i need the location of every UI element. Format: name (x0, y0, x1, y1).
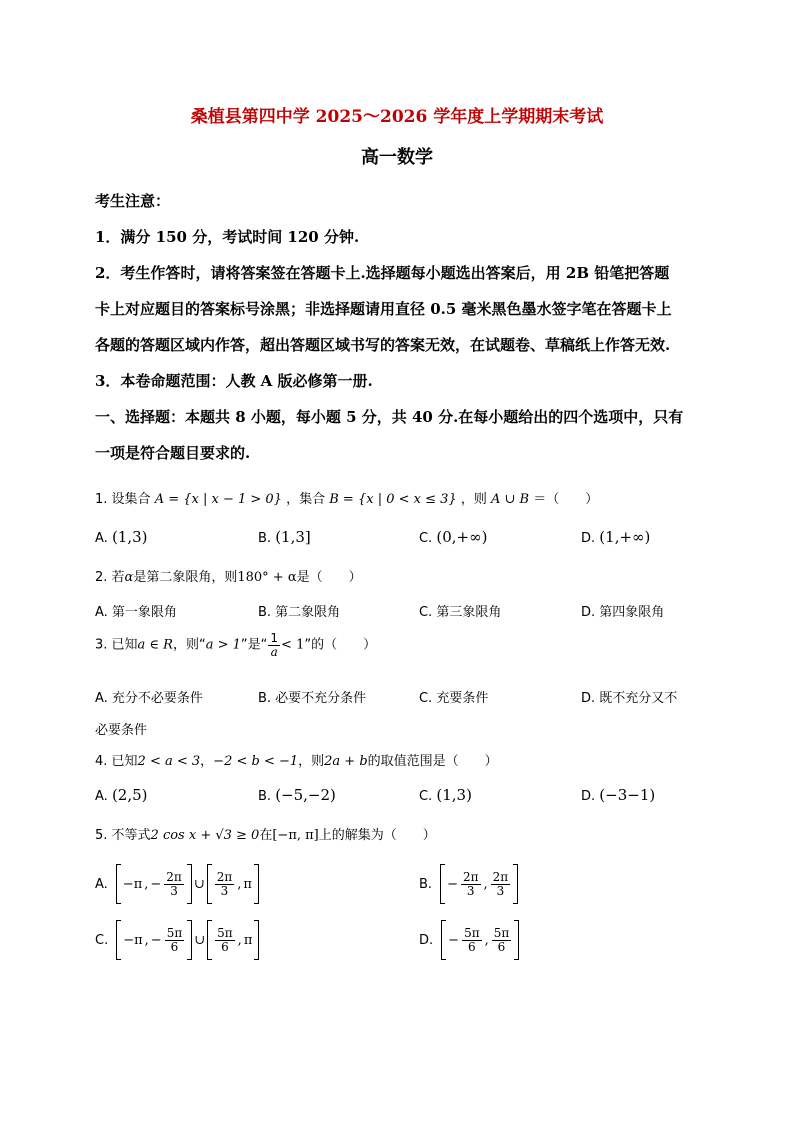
q4-condition-b: −2 < b < −1 (213, 754, 299, 769)
q4-option-d-value: (−3−1) (599, 786, 656, 804)
section-1-instructions-line-2: 一项是符合题目要求的. (95, 444, 251, 462)
q1-expr: A ∪ B (490, 492, 530, 507)
q1-tail: ＝（ ） (533, 492, 599, 507)
q4-option-a: A. (2,5) (95, 786, 148, 804)
exam-subject: 高一数学 (361, 147, 433, 168)
question-4: 4. 已知2 < a < 3，−2 < b < −1，则2a + b的取值范围是（ ） (95, 754, 498, 769)
q3-option-a: A. 充分不必要条件 (95, 691, 203, 706)
q4-option-a-value: (2,5) (111, 786, 148, 804)
q5-option-b: B. − $\frac{2\pi}{3}$ , $\frac{2\pi}{3}$ (419, 864, 518, 904)
q1-option-d: D. (1,+∞) (581, 528, 651, 546)
q5-option-d: D. − $\frac{5\pi}{6}$ , $\frac{5\pi}{6}$ (419, 920, 519, 960)
q4-option-d: D. (−3−1) (581, 786, 656, 804)
q2-option-a: A. 第一象限角 (95, 605, 177, 620)
q5-option-a: A. −π , − $\frac{2\pi}{3}$ ∪ $\frac{2\pi}{3}$ , π (95, 864, 259, 904)
question-2: 2. 若α是第二象限角，则180° + α是（ ） (95, 570, 362, 585)
q2-option-c: C. 第三象限角 (419, 605, 502, 620)
q2-option-d: D. 第四象限角 (581, 605, 665, 620)
q2-alpha: α (124, 570, 134, 585)
q2-expr: 180° + α (237, 570, 297, 585)
q1-set-b: B = {x | 0 < x ≤ 3} (329, 492, 457, 507)
q3-condition: a ∈ R (137, 637, 173, 653)
q1-option-c-value: (0,+∞) (436, 528, 488, 546)
q5-interval: [−π, π] (272, 828, 319, 843)
q3-fraction: $\frac{1}{a}$ (270, 631, 279, 659)
q1-option-b: B. (1,3] (258, 528, 311, 546)
notice-heading: 考生注意： (95, 192, 171, 210)
q1-option-c: C. (0,+∞) (419, 528, 488, 546)
notice-item-2-line-2: 卡上对应题目的答案标号涂黑；非选择题请用直径 0.5 毫米黑色墨水签字笔在答题卡上 (95, 300, 672, 318)
q1-option-b-value: (1,3] (275, 528, 311, 546)
q4-option-c: C. (1,3) (419, 786, 472, 804)
notice-item-2-line-1: 2．考生作答时，请将答案签在答题卡上.选择题每小题选出答案后，用 2B 铅笔把答题 (95, 264, 670, 282)
q3-p: a > 1 (205, 637, 241, 653)
q4-condition-a: 2 < a < 3 (137, 754, 201, 769)
q2-option-b: B. 第二象限角 (258, 605, 341, 620)
q3-option-b: B. 必要不充分条件 (258, 691, 367, 706)
q3-option-c: C. 充要条件 (419, 691, 489, 706)
q1-set-a: A = {x | x − 1 > 0} (154, 492, 282, 507)
section-1-instructions-line-1: 一、选择题：本题共 8 小题，每小题 5 分，共 40 分.在每小题给出的四个选项中，只有 (95, 408, 684, 426)
q5-option-c: C. −π , − $\frac{5\pi}{6}$ ∪ $\frac{5\pi}{6}$ , π (95, 920, 259, 960)
q4-option-b-value: (−5,−2) (275, 786, 336, 804)
question-5: 5. 不等式2 cos x + √3 ≥ 0在[−π, π]上的解集为（ ） (95, 828, 436, 843)
q3-option-d-continued: 必要条件 (95, 723, 148, 738)
q1-option-a-value: (1,3) (111, 528, 148, 546)
exam-title: 桑植县第四中学 2025～2026 学年度上学期期末考试 (190, 107, 604, 127)
q5-inequality: 2 cos x + √3 ≥ 0 (150, 828, 260, 843)
question-3: 3. 已知a ∈ R，则“a > 1”是“ $\frac{1}{a}$ < 1”的（ ） (95, 631, 377, 659)
notice-item-1: 1．满分 150 分，考试时间 120 分钟. (95, 228, 360, 246)
q1-option-a: A. (1,3) (95, 528, 148, 546)
q4-option-b: B. (−5,−2) (258, 786, 336, 804)
q1-suffix: ，则 (460, 492, 487, 507)
q3-option-d: D. 既不充分又不 (581, 691, 678, 706)
question-1 (95, 488, 598, 507)
q1-mid: ，集合 (286, 492, 326, 507)
q1-prefix: 1. 设集合 (95, 492, 151, 507)
q1-option-d-value: (1,+∞) (599, 528, 651, 546)
notice-item-2-line-3: 各题的答题区域内作答，超出答题区域书写的答案无效，在试题卷、草稿纸上作答无效. (95, 336, 671, 354)
q4-option-c-value: (1,3) (436, 786, 472, 804)
notice-item-3: 3．本卷命题范围：人教 A 版必修第一册. (95, 372, 373, 390)
q4-expr: 2a + b (324, 754, 368, 769)
